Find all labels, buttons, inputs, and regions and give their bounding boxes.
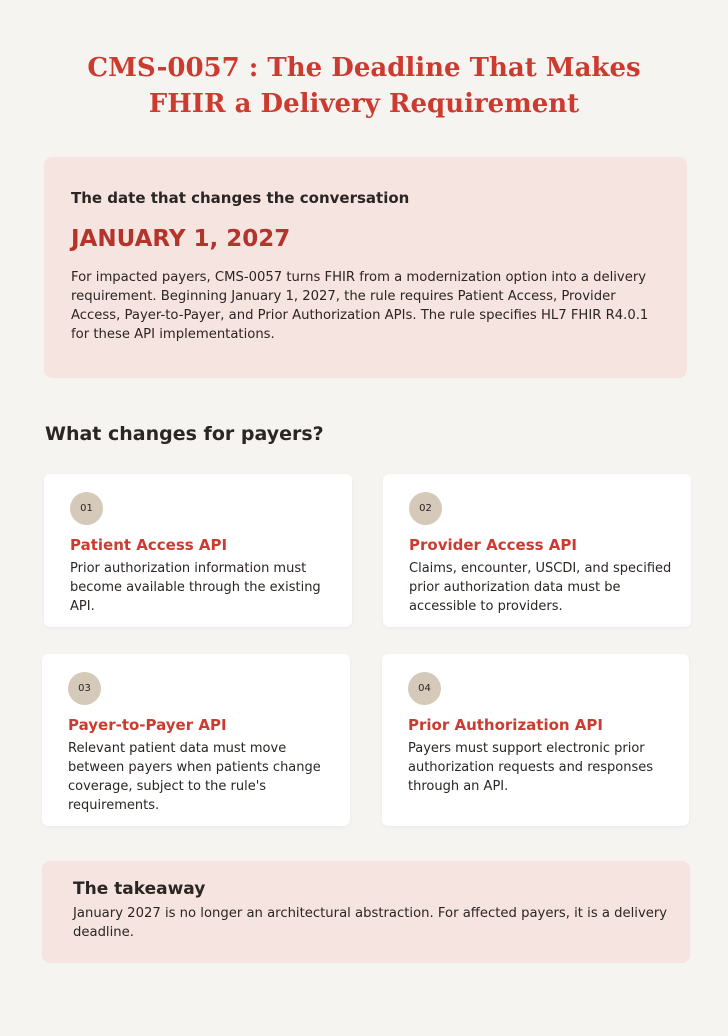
section-heading: What changes for payers? <box>45 423 324 445</box>
card-patient-access-api <box>44 474 352 627</box>
card-prior-authorization-api <box>382 654 689 826</box>
page-title <box>0 50 728 122</box>
callout-heading: The date that changes the conversation <box>71 189 410 207</box>
page-title-line-2: FHIR a Delivery Requirement <box>148 89 580 119</box>
card-number-badge: 01 <box>70 492 103 525</box>
card-number-badge: 04 <box>408 672 441 705</box>
takeaway-box <box>42 861 690 963</box>
page-title-line-1: CMS-0057 : The Deadline That Makes <box>87 53 641 83</box>
card-title: Provider Access API <box>409 536 577 554</box>
card-body: Payers must support electronic prior authorization requests and responses through an API. <box>408 741 654 794</box>
card-number-badge: 02 <box>409 492 442 525</box>
takeaway-heading: The takeaway <box>73 879 206 899</box>
card-body: Prior authorization information must become available through the existing API. <box>70 561 321 614</box>
deadline-date: JANUARY 1, 2027 <box>71 226 291 252</box>
card-body: Claims, encounter, USCDI, and specified prior authorization data must be accessible to providers. <box>409 561 672 614</box>
card-title: Payer-to-Payer API <box>68 716 227 734</box>
callout-body: For impacted payers, CMS-0057 turns FHIR from a modernization option into a delivery requirement. Beginning January 1, 2027, the rule requires Patient Access, Provider Access, Payer-to-Payer, and Prior Authorization APIs. The rule specifies HL7 FHIR R4.0.1 for these API implementations. <box>71 270 649 342</box>
card-provider-access-api <box>383 474 691 627</box>
takeaway-body: January 2027 is no longer an architectural abstraction. For affected payers, it is a delivery deadline. <box>73 906 668 940</box>
card-body: Relevant patient data must move between payers when patients change coverage, subject to the rule's requirements. <box>68 741 321 813</box>
card-number-badge: 03 <box>68 672 101 705</box>
deadline-callout <box>44 157 687 378</box>
card-title: Patient Access API <box>70 536 228 554</box>
card-payer-to-payer-api <box>42 654 350 826</box>
card-title: Prior Authorization API <box>408 716 603 734</box>
